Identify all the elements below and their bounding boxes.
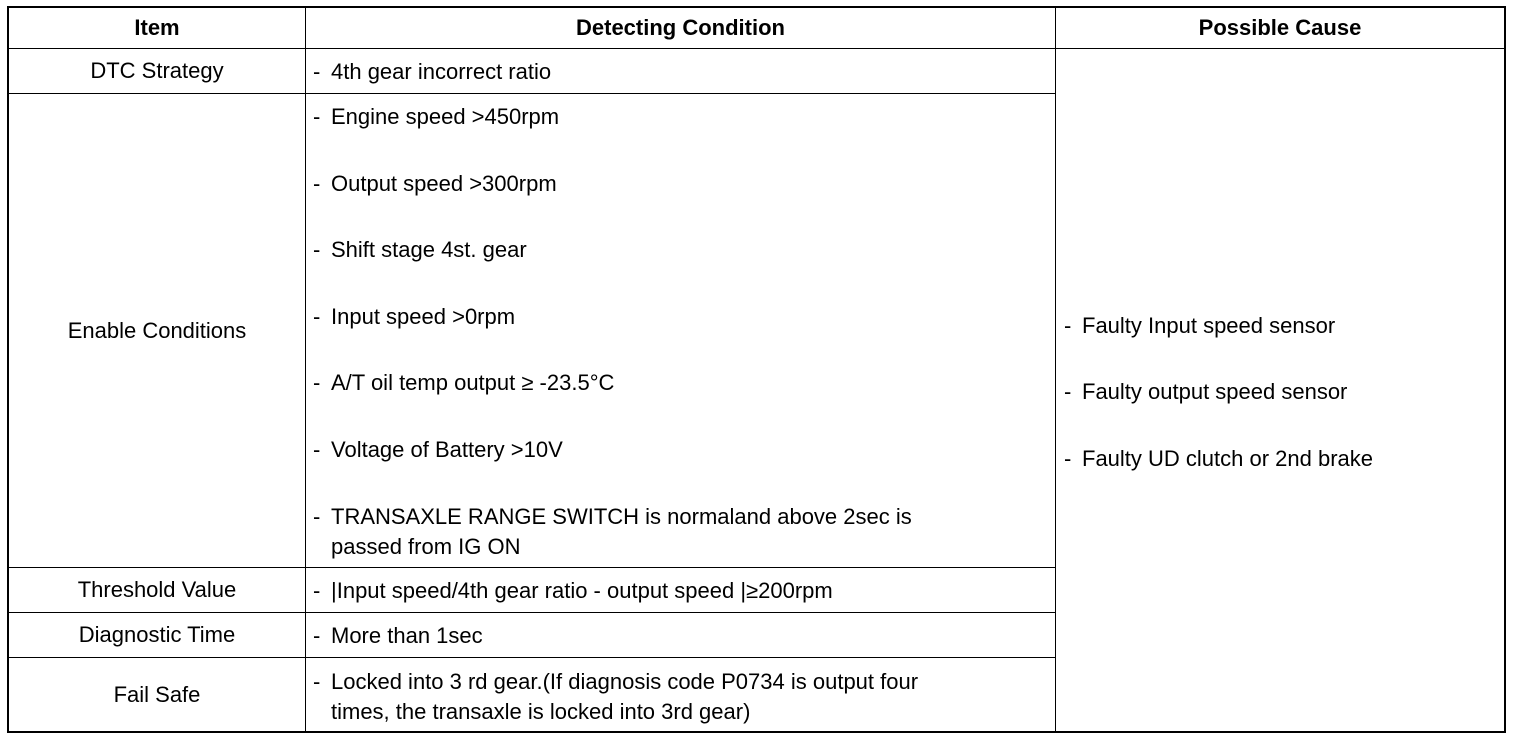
item-enable-conditions: Enable Conditions <box>67 317 247 343</box>
condition-text: Engine speed >450rpm <box>331 104 560 129</box>
bullet-dash: - <box>313 171 321 196</box>
bullet-dash: - <box>313 104 321 129</box>
col-divider-1 <box>305 6 306 733</box>
item-dtc-strategy: DTC Strategy <box>90 58 224 83</box>
border-right <box>1504 6 1506 733</box>
bullet-dash: - <box>313 59 321 84</box>
bullet-dash: - <box>313 304 321 329</box>
condition-text: |Input speed/4th gear ratio - output speed |≥200rpm <box>331 578 833 603</box>
cause-text: Faulty UD clutch or 2nd brake <box>1082 446 1374 471</box>
bullet-dash: - <box>313 669 321 694</box>
item-diagnostic-time: Diagnostic Time <box>78 622 236 647</box>
condition-text: More than 1sec <box>331 623 483 648</box>
bullet-dash: - <box>1064 379 1072 404</box>
condition-text-line-1: TRANSAXLE RANGE SWITCH is normaland above 2sec is <box>331 504 912 529</box>
condition-text-line-2: times, the transaxle is locked into 3rd gear) <box>331 699 751 724</box>
header-detecting-condition: Detecting Condition <box>576 15 785 40</box>
header-possible-cause: Possible Cause <box>1198 15 1362 40</box>
condition-text: 4th gear incorrect ratio <box>331 59 552 84</box>
bullet-dash: - <box>313 437 321 462</box>
bullet-dash: - <box>1064 313 1072 338</box>
col-divider-2 <box>1055 6 1056 733</box>
condition-text: A/T oil temp output ≥ -23.5°C <box>331 370 615 395</box>
dtc-table <box>7 6 1506 733</box>
bullet-dash: - <box>313 237 321 262</box>
bullet-dash: - <box>1064 446 1072 471</box>
condition-text: Output speed >300rpm <box>331 171 557 196</box>
bullet-dash: - <box>313 623 321 648</box>
condition-text: Voltage of Battery >10V <box>331 437 563 462</box>
condition-text: Input speed >0rpm <box>331 304 516 329</box>
bullet-dash: - <box>313 504 321 529</box>
item-fail-safe: Fail Safe <box>113 681 201 707</box>
cause-text: Faulty Input speed sensor <box>1082 313 1336 338</box>
item-threshold-value: Threshold Value <box>77 577 237 602</box>
condition-text: Shift stage 4st. gear <box>331 237 527 262</box>
condition-text-line-2: passed from IG ON <box>331 534 521 559</box>
condition-text-line-1: Locked into 3 rd gear.(If diagnosis code P0734 is output four <box>331 669 919 694</box>
bullet-dash: - <box>313 370 321 395</box>
header-item: Item <box>134 15 180 40</box>
cause-text: Faulty output speed sensor <box>1082 379 1348 404</box>
border-bottom <box>7 731 1506 733</box>
bullet-dash: - <box>313 578 321 603</box>
